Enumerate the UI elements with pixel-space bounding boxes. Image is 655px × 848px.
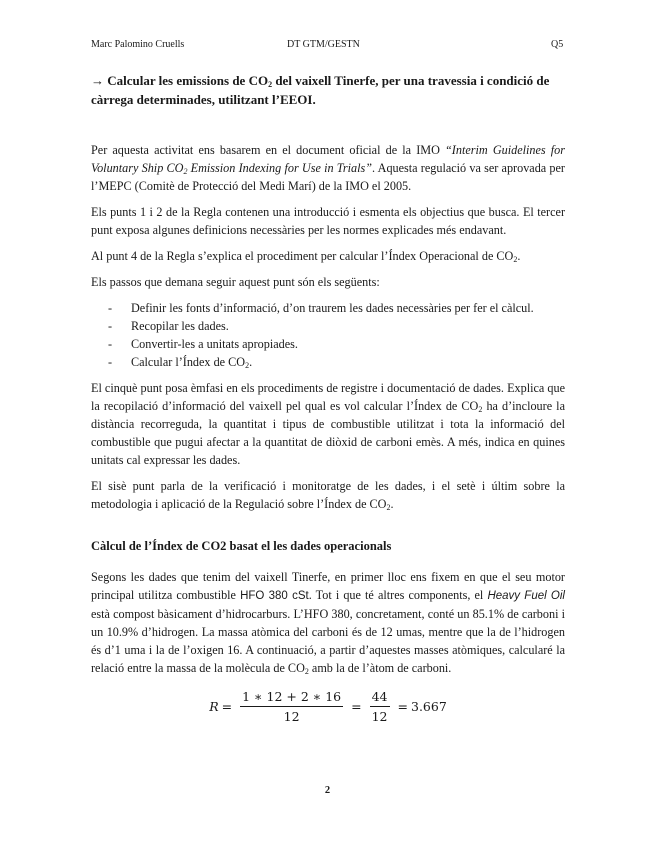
equation-lhs: R	[209, 699, 219, 714]
paragraph-points-1-3: Els punts 1 i 2 de la Regla contenen una introducció i esmenta els objectius que busca. El tercer punt exposa algunes definicions necessàries per les normes explicades més endavant.	[91, 205, 565, 237]
steps-list	[91, 299, 565, 371]
header-author: Marc Palomino Cruells	[91, 39, 185, 50]
arrow-icon: →	[91, 73, 104, 88]
header-course: DT GTM/GESTN	[287, 39, 360, 50]
page-number: 2	[324, 785, 331, 796]
paragraph-imo-guidelines: Per aquesta activitat ens basarem en el document oficial de la IMO “Interim Guidelines for Voluntary Ship $CO_2$ Emission Indexing for Use in Trials”. Aquesta regulació va ser aprovada per l’MEPC (Comitè de Protecció del Medi Marí) de la IMO el 2005.	[91, 143, 565, 193]
fraction-simplified: $\frac{44}{12}$	[371, 689, 388, 724]
main-content	[91, 71, 565, 724]
paragraph-steps-intro: Els passos que demana seguir aquest punt són els següents:	[91, 275, 380, 289]
list-item: - Calcular l’Índex de $CO_2$.	[108, 355, 253, 370]
header-term: Q5	[551, 39, 564, 50]
paragraph-points-6-7: El sisè punt parla de la verificació i monitoratge de les dades, i el setè i últim sobre la metodologia i aplicació de la Regulació sobre l’Índex de $CO_2$.	[91, 479, 565, 512]
paragraph-fuel-composition: Segons les dades que tenim del vaixell Tinerfe, en primer lloc ens fixem en que el seu motor principal utilitza combustible HFO 380 cSt. Tot i que té altres components, el Heavy Fuel Oil està compost bàsicament d’hidrocarburs. L’HFO 380, concretament, conté un 85.1% de carboni i un 10.9% d’hidrogen. La massa atòmica del carboni és de 12 umas, mentre que la de l’hidrogen és d’1 uma i la de l’oxigen 16. A continuació, a partir d’aquestes masses atòmiques, calcularé la relació entre la massa de la molècula de $CO_2$ amb la de l’àtom de carboni.	[91, 570, 565, 676]
section-title: Càlcul de l’Índex de CO2 basat el les dades operacionals	[91, 539, 392, 553]
fraction-molar-mass: $\frac{1 ∗ 12 + 2 ∗ 16}{12}$	[242, 689, 342, 724]
list-item: - Convertir-les a unitats apropiades.	[108, 337, 298, 351]
equation-result: 3.667	[411, 699, 447, 714]
objective-heading: → Calcular les emissions de $CO_2$ del vaixell Tinerfe, per una travessia i condició de càrrega determinades, utilitzant l’EEOI.	[91, 73, 550, 107]
list-item: - Recopilar les dades.	[108, 319, 229, 333]
ratio-equation: R = $\frac{1 ∗ 12 + 2 ∗ 16}{12}$ = $\frac{44}{12}$ = 3.667	[209, 689, 447, 724]
paragraph-point-4: Al punt 4 de la Regla s’explica el procediment per calcular l’Índex Operacional de $CO_2$.	[91, 249, 521, 264]
list-item: - Definir les fonts d’informació, d’on traurem les dades necessàries per fer el càlcul.	[108, 301, 534, 315]
paragraph-point-5: El cinquè punt posa èmfasi en els procediments de registre i documentació de dades. Explica que la recopilació d’informació del vaixell pel qual es vol calcular l’Índex de $CO_2$ ha d’incloure la distància recorreguda, la quantitat i tipus de combustible utilitzat i tota la informació del combustible que pugui afectar a la quantitat de diòxid de carboni emès. A més, indica en quines unitats cal expressar les dades.	[91, 381, 565, 467]
